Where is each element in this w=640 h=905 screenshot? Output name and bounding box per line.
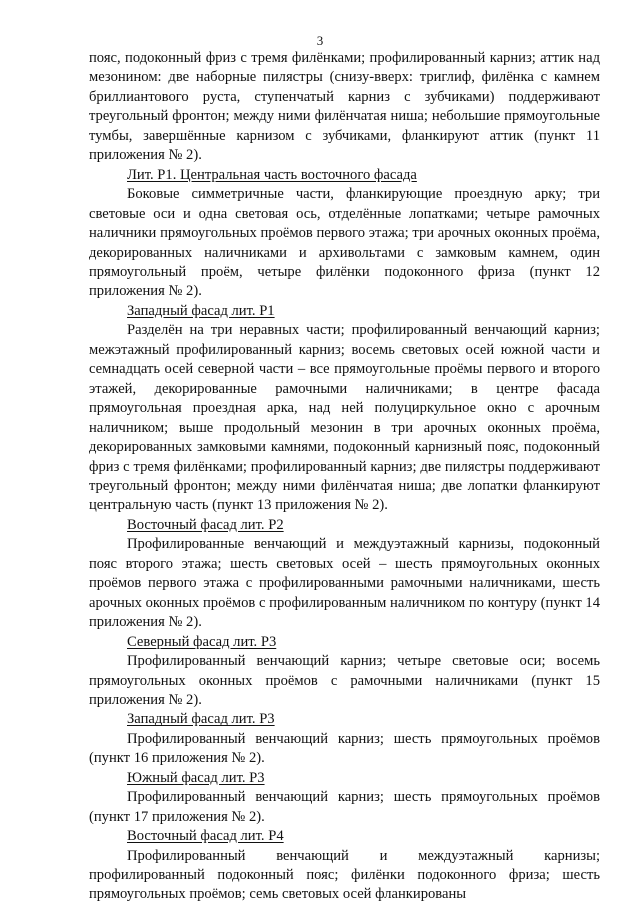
section-heading: Восточный фасад лит. Р4 (127, 828, 284, 845)
section-heading: Северный фасад лит. Р3 (127, 633, 277, 650)
document-body (89, 49, 600, 905)
page-number: 3 (316, 33, 324, 48)
section-heading: Южный фасад лит. Р3 (127, 769, 265, 786)
section-heading: Западный фасад лит. Р3 (127, 711, 275, 728)
body-paragraph: Профилированный венчающий и междуэтажный карнизы; профилированный подоконный пояс; филёнки подоконного фриза; шесть прямоугольных проёмов; семь световых осей фланкированы (89, 847, 600, 903)
body-paragraph: Разделён на три неравных части; профилированный венчающий карниз; межэтажный профилированный карниз; восемь световых осей южной части и семнадцать осей северной части – все прямоугольные проёмы первого и второго этажей, декорированные рамочными наличниками; в центре фасада прямоугольная проездная арка, над ней полуциркульное окно с арочным наличником; выше продольный мезонин в три арочных оконных проёма, декорированных замковыми камнями, подоконный карнизный пояс, подоконный фриз с тремя филёнками; профилированный карниз; две пилястры поддерживают треугольный фронтон; между ними филёнчатая ниша; две лопатки фланкируют центральную часть (пункт 13 приложения № 2). (89, 322, 600, 514)
body-paragraph: пояс, подоконный фриз с тремя филёнками; профилированный карниз; аттик над мезонином: две наборные пилястры (снизу-вверх: триглиф, филёнка с камнем бриллиантового руста, ступенчатый карниз с зубчиками) поддерживают треугольный фронтон; между ними филёнчатая ниша; небольшие прямоугольные тумбы, завершённые карнизом с зубчиками, фланкируют аттик (пункт 11 приложения № 2). (89, 50, 600, 164)
section-heading: Восточный фасад лит. Р2 (127, 516, 284, 533)
section-heading: Лит. Р1. Центральная часть восточного фасада (127, 166, 417, 183)
section-heading: Западный фасад лит. Р1 (127, 302, 275, 319)
body-paragraph: Профилированный венчающий карниз; шесть прямоугольных проёмов (пункт 16 приложения № 2). (89, 730, 600, 767)
body-paragraph: Профилированный венчающий карниз; шесть прямоугольных проёмов (пункт 17 приложения № 2). (89, 789, 600, 825)
body-paragraph: Профилированные венчающий и междуэтажный карнизы, подоконный пояс второго этажа; шесть световых осей – шесть прямоугольных оконных проёмов первого этажа с профилированными рамочными наличниками, шесть арочных оконных проёмов с профилированным наличником по контуру (пункт 14 приложения № 2). (89, 536, 600, 631)
body-paragraph: Боковые симметричные части, фланкирующие проездную арку; три световые оси и одна световая ось, отделённые лопатками; четыре рамочных наличники прямоугольных проёмов первого этажа; три арочных оконных проёма, декорированных наличниками и архивольтами с замковым камнем, один прямоугольный проём, четыре филёнки подоконного фриза (пункт 12 приложения № 2). (89, 186, 600, 300)
body-paragraph: Профилированный венчающий карниз; четыре световые оси; восемь прямоугольных оконных проёмов с рамочными наличниками (пункт 15 приложения № 2). (89, 653, 600, 708)
